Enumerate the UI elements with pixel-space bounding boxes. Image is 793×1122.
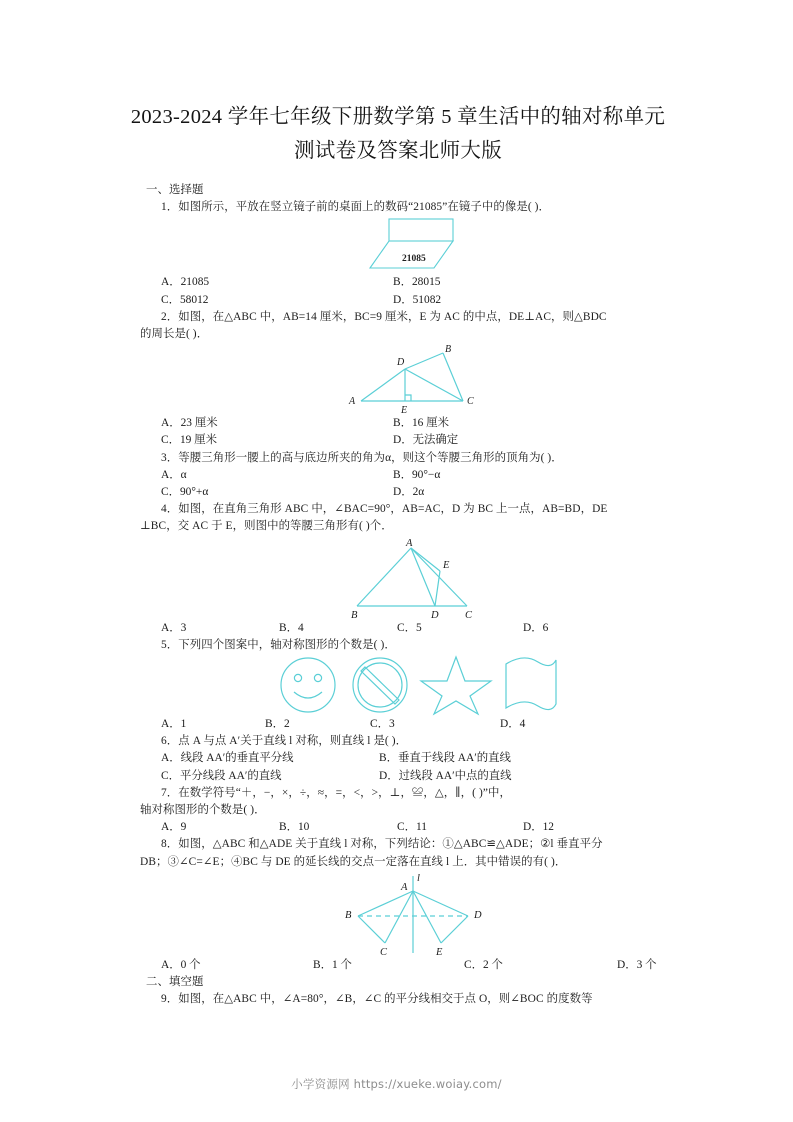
mirror-table-diagram	[348, 216, 478, 274]
option-a[interactable]: A．23 厘米	[161, 417, 218, 430]
question-5-options	[140, 716, 685, 733]
section-heading-fill-blank: 二、填空题	[146, 976, 204, 989]
question-7-stem-line-1: 7．在数学符号“＋，−，×，÷，≈，=，<，>，⊥，≌，△，∥，( )”中，	[161, 786, 511, 799]
option-c[interactable]: C．58012	[161, 293, 209, 306]
option-d[interactable]: D．2α	[393, 486, 425, 499]
question-1-options-2	[140, 292, 685, 309]
question-4-stem-line-2: ⊥BC，交 AC 于 E，则图中的等腰三角形有( )个．	[140, 520, 393, 533]
right-angle-mark	[405, 395, 411, 401]
question-2-options	[140, 415, 685, 432]
option-d[interactable]: D．过线段 AA′中点的直线	[379, 769, 512, 782]
question-5-figure	[140, 654, 685, 716]
table-number-label: 21085	[401, 254, 426, 265]
no-entry-sign-icon	[353, 658, 407, 712]
vertex-label-e: E	[442, 559, 449, 571]
vertex-label-a: A	[348, 396, 355, 408]
question-4-options	[140, 620, 685, 637]
option-d[interactable]: D．无法确定	[393, 434, 459, 447]
segment-ad	[361, 369, 405, 401]
option-c[interactable]: C．平分线段 AA′的直线	[161, 769, 282, 782]
segment-ab	[358, 891, 413, 916]
mirror-rect	[389, 219, 453, 241]
vertex-label-c: C	[379, 946, 387, 957]
wavy-flag-icon	[506, 658, 556, 710]
question-6-options-2	[140, 768, 685, 785]
question-2-stem-line-1: 2．如图，在△ABC 中，AB=14 厘米，BC=9 厘米，E 为 AC 的中点，DE⊥AC，则△BDC	[161, 310, 607, 323]
title-line-1: 2023-2024 学年七年级下册数学第 5 章生活中的轴对称单元	[130, 106, 666, 128]
option-a[interactable]: A．21085	[161, 276, 210, 289]
option-b[interactable]: B．16 厘米	[393, 417, 450, 430]
axis-label-l: l	[416, 872, 420, 884]
vertex-label-b: B	[344, 909, 351, 921]
vertex-label-d: D	[396, 357, 404, 369]
segment-ba	[357, 548, 411, 606]
smiley-eye-left-icon	[294, 674, 301, 681]
four-patterns-diagram	[268, 654, 558, 716]
option-d[interactable]: D．12	[523, 821, 555, 834]
question-2-figure	[140, 343, 685, 415]
segment-de	[441, 916, 468, 943]
question-3-options	[140, 467, 685, 484]
question-1-stem: 1．如图所示，平放在竖立镜子前的桌面上的数码“21085”在镜子中的像是( )．	[161, 201, 551, 214]
triangle-abc-de-perp-diagram	[343, 343, 483, 415]
section-heading-choice: 一、选择题	[146, 184, 204, 196]
segment-ae	[413, 891, 441, 943]
option-b[interactable]: B．垂直于线段 AA′的直线	[379, 752, 511, 765]
option-b[interactable]: B．2	[265, 718, 290, 731]
question-4-stem-line-1: 4．如图，在直角三角形 ABC 中，∠BAC=90°，AB=AC，D 为 BC 上一点，AB=BD，DE	[161, 503, 608, 516]
option-c[interactable]: C．3	[370, 718, 395, 731]
segment-bc	[358, 916, 385, 943]
option-b[interactable]: B．28015	[393, 276, 441, 289]
symmetric-triangles-diagram	[328, 871, 498, 957]
footer-watermark: 小学资源网 https://xueke.woiay.com/	[291, 1077, 502, 1091]
smiley-eye-right-icon	[314, 674, 321, 681]
question-8-stem-line-2: DB；③∠C=∠E；④BC 与 DE 的延长线的交点一定落在直线 l 上．其中错误的有( )．	[140, 855, 567, 868]
option-d[interactable]: D．6	[523, 621, 549, 634]
option-b[interactable]: B．90°−α	[393, 468, 441, 481]
option-c[interactable]: C．5	[397, 621, 422, 634]
segment-bc	[443, 353, 463, 401]
vertex-label-b: B	[444, 344, 451, 356]
vertex-label-c: C	[464, 609, 472, 620]
option-c[interactable]: C．19 厘米	[161, 434, 218, 447]
document-title	[108, 100, 688, 168]
right-triangle-abc-de-diagram	[339, 536, 487, 620]
option-c[interactable]: C．90°+α	[161, 486, 209, 499]
segment-ad	[411, 548, 435, 606]
option-a[interactable]: A．9	[161, 821, 187, 834]
question-8-options	[140, 957, 685, 974]
question-5-stem: 5．下列四个图案中，轴对称图形的个数是( )．	[161, 638, 396, 651]
option-d[interactable]: D．4	[500, 718, 526, 731]
question-3-options-2	[140, 484, 685, 501]
option-a[interactable]: A．α	[161, 468, 187, 481]
segment-ac	[385, 891, 413, 943]
vertex-label-d: D	[473, 909, 482, 921]
question-1-options	[140, 274, 685, 291]
question-1-figure	[140, 216, 685, 274]
option-d[interactable]: D．3 个	[617, 958, 657, 971]
vertex-label-d: D	[430, 609, 439, 620]
option-c[interactable]: C．2 个	[464, 958, 503, 971]
option-d[interactable]: D．51082	[393, 293, 442, 306]
option-a[interactable]: A．0 个	[161, 958, 201, 971]
smiley-face-icon	[281, 658, 335, 712]
option-c[interactable]: C．11	[397, 821, 427, 834]
segment-db	[405, 353, 443, 369]
vertex-label-c: C	[466, 396, 474, 408]
vertex-label-a: A	[405, 537, 412, 549]
no-entry-inner-ring-icon	[358, 663, 402, 707]
segment-ad	[413, 891, 468, 916]
question-6-options	[140, 750, 685, 767]
segment-dc	[405, 369, 463, 401]
five-point-star-icon	[421, 657, 491, 714]
no-entry-slash-icon	[361, 667, 399, 704]
vertex-label-a: A	[400, 881, 407, 893]
title-line-2: 测试卷及答案北师大版	[294, 140, 502, 162]
question-8-stem-line-1: 8．如图，△ABC 和△ADE 关于直线 l 对称，下列结论：①△ABC≌△ADE；②l 垂直平分	[161, 838, 603, 851]
option-b[interactable]: B．10	[279, 821, 310, 834]
vertex-label-e: E	[435, 946, 442, 957]
question-7-options	[140, 819, 685, 836]
question-4-figure	[140, 536, 685, 620]
question-8-figure	[140, 871, 685, 957]
vertex-label-e: E	[400, 405, 407, 416]
option-a[interactable]: A．3	[161, 621, 187, 634]
option-a[interactable]: A．1	[161, 718, 187, 731]
question-7-stem-line-2: 轴对称图形的个数是( )．	[140, 804, 266, 817]
option-a[interactable]: A．线段 AA′的垂直平分线	[161, 752, 294, 765]
option-b[interactable]: B．1 个	[313, 958, 352, 971]
document-body	[140, 182, 685, 1008]
question-2-options-2	[140, 432, 685, 449]
question-6-stem: 6．点 A 与点 A′关于直线 l 对称，则直线 l 是( )．	[161, 735, 408, 748]
question-2-stem-line-2: 的周长是( )．	[140, 328, 209, 341]
vertex-label-b: B	[350, 609, 357, 620]
question-9-stem: 9．如图，在△ABC 中，∠A=80°，∠B，∠C 的平分线相交于点 O，则∠BOC 的度数等	[161, 993, 593, 1006]
question-3-stem: 3．等腰三角形一腰上的高与底边所夹的角为α，则这个等腰三角形的顶角为( )．	[161, 451, 563, 464]
smiley-mouth-icon	[294, 692, 322, 698]
option-b[interactable]: B．4	[279, 621, 304, 634]
